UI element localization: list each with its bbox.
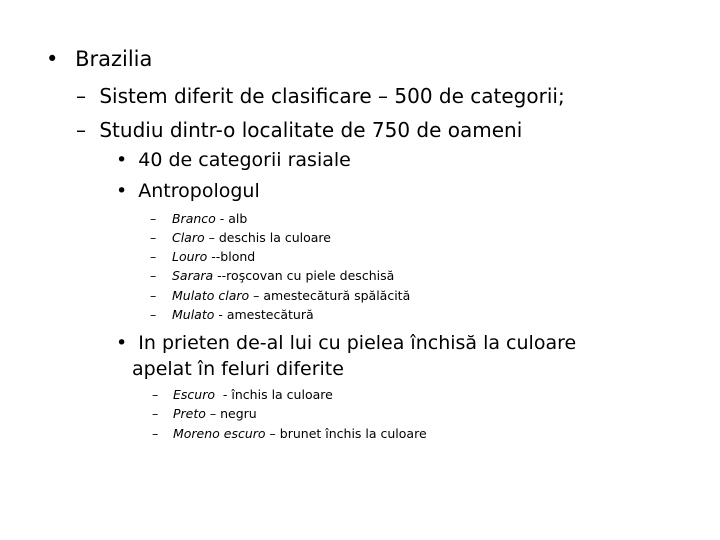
term-name: Branco xyxy=(171,211,216,226)
term-name: Preto xyxy=(172,406,206,421)
level3-text: 40 de categorii rasiale xyxy=(138,149,351,171)
dash-marker: – xyxy=(152,406,159,421)
term-item xyxy=(150,230,331,245)
level3-text: Antropologul xyxy=(138,180,260,202)
term-item xyxy=(150,211,247,226)
term-name: Claro xyxy=(171,230,205,245)
term-desc: – brunet închis la culoare xyxy=(265,426,427,441)
dash-marker: – xyxy=(150,288,157,303)
term-item xyxy=(152,406,257,421)
term-item xyxy=(152,426,427,441)
term-desc: --blond xyxy=(207,249,256,264)
bullet-dot: • xyxy=(46,47,59,71)
dash-marker: – xyxy=(76,84,86,108)
term-item xyxy=(152,387,333,402)
term-item xyxy=(150,288,410,303)
dash-marker: – xyxy=(150,230,157,245)
term-name: Louro xyxy=(171,249,208,264)
term-name: Mulato xyxy=(171,307,215,322)
dash-marker: – xyxy=(152,426,159,441)
bullet-dot: • xyxy=(116,149,128,171)
term-item xyxy=(150,307,314,322)
bullet-brazilia xyxy=(46,47,152,71)
dash-marker: – xyxy=(150,249,157,264)
sub-item-1 xyxy=(76,84,565,108)
term-name: Escuro xyxy=(172,387,215,402)
dash-marker: – xyxy=(76,118,86,142)
term-name: Mulato claro xyxy=(171,288,250,303)
term-desc: --roşcovan cu piele deschisă xyxy=(213,268,395,283)
level3-text: apelat în feluri diferite xyxy=(132,358,344,380)
sub-item-text: Studiu dintr-o localitate de 750 de oameni xyxy=(99,118,523,142)
term-desc: - închis la culoare xyxy=(214,387,333,402)
dash-marker: – xyxy=(150,268,157,283)
term-desc: - amestecătură xyxy=(214,307,314,322)
term-desc: - alb xyxy=(215,211,248,226)
term-desc: – amestecătură spălăcită xyxy=(249,288,411,303)
term-desc: – negru xyxy=(205,406,257,421)
term-name: Moreno escuro xyxy=(172,426,266,441)
level3-text: In prieten de-al lui cu pielea închisă la culoare xyxy=(138,332,577,354)
term-item xyxy=(150,268,394,283)
term-name: Sarara xyxy=(171,268,214,283)
heading-brazilia: Brazilia xyxy=(75,47,153,71)
level3-item-1 xyxy=(116,149,351,171)
sub-item-2 xyxy=(76,118,522,142)
level3-item-2 xyxy=(116,180,260,202)
sub-item-text: Sistem diferit de clasificare – 500 de categorii; xyxy=(99,84,565,108)
term-desc: – deschis la culoare xyxy=(204,230,331,245)
dash-marker: – xyxy=(150,211,157,226)
dash-marker: – xyxy=(150,307,157,322)
bullet-dot: • xyxy=(116,180,128,202)
term-item xyxy=(150,249,255,264)
bullet-dot: • xyxy=(116,332,128,354)
level3-item-3 xyxy=(116,332,576,354)
level3-item-3-cont xyxy=(132,358,344,380)
dash-marker: – xyxy=(152,387,159,402)
